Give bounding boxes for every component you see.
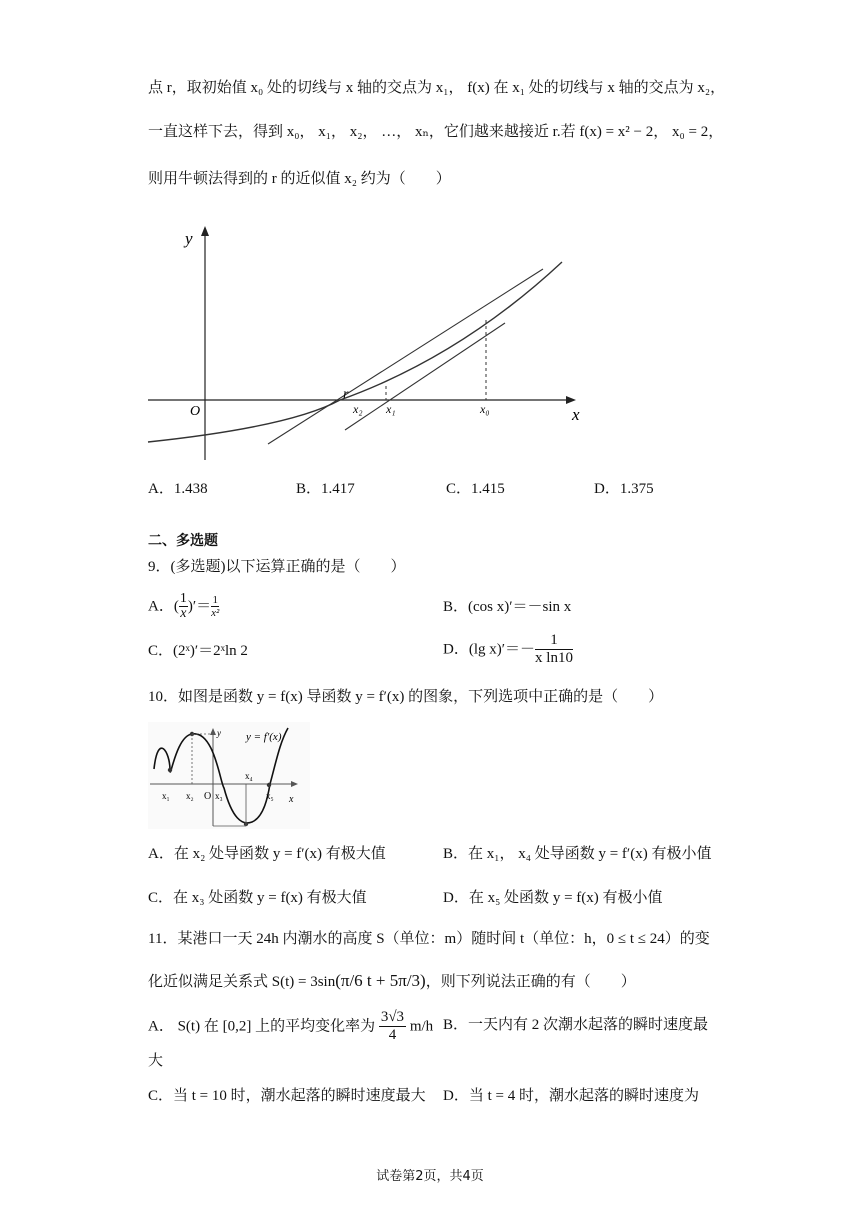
q10-option-d: D．在 x₅ 处函数 y = f(x) 有极小值 [443, 890, 663, 906]
q8-line-2: 一直这样下去，得到 x₀， x₁， x₂， …， xₙ，它们越来越接近 r.若 f(x) = x² − 2， x₀ = 2， [148, 124, 724, 140]
figure-x1-label: x₁ [386, 402, 396, 416]
figure-x0-label: x₀ [480, 402, 490, 416]
q8-option-a: A．1.438 [148, 481, 208, 497]
q11-option-d: D．当 t = 4 时，潮水起落的瞬时速度为 [443, 1088, 699, 1104]
derivative-x2-label: x₂ [186, 791, 194, 801]
q9-option-d [443, 632, 573, 672]
figure-x2-label: x₂ [353, 402, 363, 416]
section-title: 二、多选题 [148, 533, 218, 549]
figure-y-label: y [185, 229, 193, 248]
q9-option-c: C．(2ˣ)′＝2ˣln 2 [148, 643, 248, 659]
derivative-curve-label: y = f′(x) [246, 731, 282, 743]
figure-x-label: x [572, 405, 580, 424]
q11-line-1: 11．某港口一天 24h 内潮水的高度 S（单位：m）随时间 t（单位：h，0 ≤ t ≤ 24）的变 [148, 931, 710, 947]
q9-a-numerator: 1 [179, 591, 187, 606]
q9-a-mid: )′＝ [187, 598, 212, 615]
q10-stem: 10．如图是函数 y = f(x) 导函数 y = f′(x) 的图象，下列选项中正确的是（ ） [148, 689, 664, 705]
q10-option-c: C．在 x₃ 处函数 y = f(x) 有极大值 [148, 890, 367, 906]
q8-option-c: C．1.415 [446, 481, 505, 497]
q11-line2-inner: (π/6 t + 5π/3) [335, 971, 426, 990]
derivative-x-label: x [289, 794, 294, 805]
q11-a-numerator: 3√3 [380, 1009, 405, 1025]
q9-a-rhs-denominator: x² [211, 607, 220, 619]
derivative-graph-figure [148, 722, 310, 829]
figure-origin-label: O [190, 404, 201, 419]
q11-line2-prefix: 化近似满足关系式 S(t) = 3sin [148, 974, 336, 990]
q11-a-unit: m/h [409, 1018, 434, 1035]
q9-a-fraction [179, 592, 188, 621]
q9-option-a [148, 592, 219, 626]
q9-d-numerator: 1 [535, 632, 573, 650]
q11-option-c: C．当 t = 10 时，潮水起落的瞬时速度最大 [148, 1088, 426, 1104]
page-footer: 试卷第2页，共4页 [376, 1169, 484, 1184]
q11-line-2 [148, 966, 636, 996]
newton-method-figure [140, 222, 600, 467]
q8-option-b: B．1.417 [296, 481, 355, 497]
q11-line2-suffix: ，则下列说法正确的有（ ） [425, 974, 636, 990]
derivative-x3-label: x₃ [215, 791, 223, 801]
derivative-origin-label: O [204, 791, 212, 802]
q11-a-denominator: 4 [388, 1027, 397, 1043]
q11-option-a [148, 1009, 433, 1047]
derivative-y-label: y [217, 728, 221, 738]
q9-a-denominator: x [180, 606, 187, 621]
q10-option-a: A．在 x₂ 处导函数 y = f′(x) 有极大值 [148, 846, 386, 862]
q8-option-d: D．1.375 [594, 481, 654, 497]
q9-d-prefix: D．(lg x)′＝－ [443, 641, 536, 658]
q9-stem: 9．(多选题)以下运算正确的是（ ） [148, 559, 406, 575]
q11-a-fraction [379, 1009, 406, 1044]
q11-option-b: B．一天内有 2 次潮水起落的瞬时速度最 [443, 1017, 709, 1033]
q9-a-rhs-numerator: 1 [212, 594, 218, 606]
q9-d-denominator: x ln10 [535, 650, 573, 666]
figure-r-label: r [343, 387, 349, 402]
q8-line-3: 则用牛顿法得到的 r 的近似值 x₂ 约为（ ） [148, 171, 451, 187]
q8-line-1: 点 r，取初始值 x₀ 处的切线与 x 轴的交点为 x₁， f(x) 在 x₁ 处的切线与 x 轴的交点为 x₂， [148, 80, 726, 96]
q9-option-b: B．(cos x)′＝－sin x [443, 599, 572, 615]
q9-a-rhs-fraction [211, 594, 219, 619]
q9-d-fraction [535, 632, 573, 667]
q11-option-b-continued: 大 [148, 1053, 164, 1069]
derivative-x1-label: x₁ [162, 791, 170, 801]
derivative-x5-label: x₅ [266, 791, 274, 801]
q10-option-b: B．在 x₁， x₄ 处导函数 y = f′(x) 有极小值 [443, 846, 712, 862]
q9-a-prefix: A．( [148, 598, 179, 615]
derivative-x4-label: x₄ [245, 771, 253, 781]
q11-a-prefix: A． S(t) 在 [0,2] 上的平均变化率为 [148, 1018, 376, 1035]
